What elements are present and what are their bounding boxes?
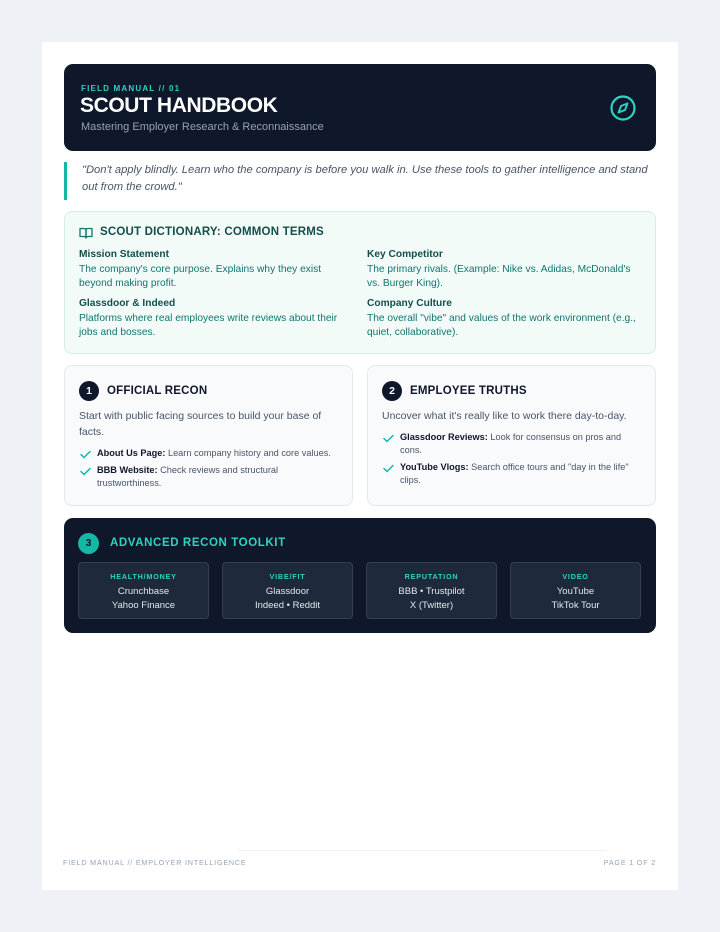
check-icon [383, 464, 394, 473]
term-key-competitor [367, 248, 637, 290]
toolkit-resource: BBB • Trustpilot [398, 586, 465, 597]
card-intro: Start with public facing sources to build your base of facts. [79, 410, 322, 438]
term-glassdoor-indeed [79, 297, 349, 339]
term-definition: The primary rivals. (Example: Nike vs. Adidas, McDonald's vs. Burger King). [367, 264, 631, 289]
item-label: BBB Website: [97, 465, 158, 475]
item-label: About Us Page: [97, 448, 166, 458]
footer-label: FIELD MANUAL // EMPLOYER INTELLIGENCE [63, 858, 247, 867]
toolkit-category: HEALTH/MONEY [110, 572, 177, 581]
toolkit-resource: TikTok Tour [551, 599, 600, 611]
toolkit-resource: X (Twitter) [409, 599, 454, 611]
card-intro: Uncover what it's really like to work there day-to-day. [382, 410, 627, 422]
scout-dictionary [64, 211, 656, 354]
item-label: Glassdoor Reviews: [400, 432, 488, 442]
term-name: Mission Statement [79, 249, 170, 260]
item-text: Check reviews and structural trustworthiness. [97, 465, 279, 488]
page-number: PAGE 1 OF 2 [603, 858, 656, 867]
step-badge: 1 [79, 381, 99, 401]
toolkit-box-health-money [78, 562, 209, 619]
toolkit-category: VIBE/FIT [269, 572, 306, 581]
toolkit-category: VIDEO [562, 572, 589, 581]
employee-truths-card [367, 365, 656, 506]
toolkit-box-video [510, 562, 641, 619]
item-text: Learn company history and core values. [165, 448, 331, 458]
term-name: Company Culture [367, 298, 452, 309]
toolkit-resource: Indeed • Reddit [254, 599, 321, 611]
official-recon-card [64, 365, 353, 506]
card-title: EMPLOYEE TRUTHS [410, 385, 527, 397]
term-definition: The overall "vibe" and values of the work environment (e.g., quiet, collaborative). [367, 313, 636, 338]
page [42, 42, 678, 890]
list-item [382, 431, 640, 457]
book-icon [79, 227, 93, 239]
toolkit-resource: Crunchbase [117, 586, 170, 597]
intro-quote: "Don't apply blindly. Learn who the company is before you walk in. Use these tools to gather intelligence and stand out from the crowd." [64, 162, 656, 200]
dictionary-title: SCOUT DICTIONARY: COMMON TERMS [100, 226, 324, 238]
advanced-recon-toolkit [64, 518, 656, 633]
toolkit-box-reputation [366, 562, 497, 619]
item-text: Look for consensus on pros and cons. [400, 432, 622, 455]
toolkit-category: REPUTATION [404, 572, 459, 581]
page-title: SCOUT HANDBOOK [80, 94, 278, 117]
toolkit-resource: YouTube [556, 586, 595, 597]
term-definition: The company's core purpose. Explains why they exist beyond making profit. [79, 264, 322, 289]
footer-divider [238, 850, 606, 851]
term-mission-statement [79, 248, 349, 290]
compass-icon [609, 94, 637, 122]
toolkit-resource: Glassdoor [265, 586, 310, 597]
page-subtitle: Mastering Employer Research & Reconnaissance [81, 121, 324, 133]
item-text: Search office tours and "day in the life" clips. [400, 462, 629, 485]
list-item [382, 461, 640, 487]
toolkit-title: ADVANCED RECON TOOLKIT [110, 537, 286, 549]
term-name: Key Competitor [367, 249, 443, 260]
toolkit-box-vibe-fit [222, 562, 353, 619]
toolkit-resource: Yahoo Finance [111, 599, 176, 611]
step-badge: 2 [382, 381, 402, 401]
check-icon [80, 450, 91, 459]
list-item [79, 447, 341, 460]
check-icon [383, 434, 394, 443]
term-company-culture [367, 297, 637, 339]
header-banner [64, 64, 656, 151]
card-title: OFFICIAL RECON [107, 385, 208, 397]
term-definition: Platforms where real employees write reviews about their jobs and bosses. [79, 313, 338, 338]
check-icon [80, 467, 91, 476]
list-item [79, 464, 311, 490]
term-name: Glassdoor & Indeed [79, 298, 176, 309]
header-kicker: FIELD MANUAL // 01 [81, 84, 181, 93]
step-badge: 3 [78, 533, 99, 554]
item-label: YouTube Vlogs: [400, 462, 469, 472]
